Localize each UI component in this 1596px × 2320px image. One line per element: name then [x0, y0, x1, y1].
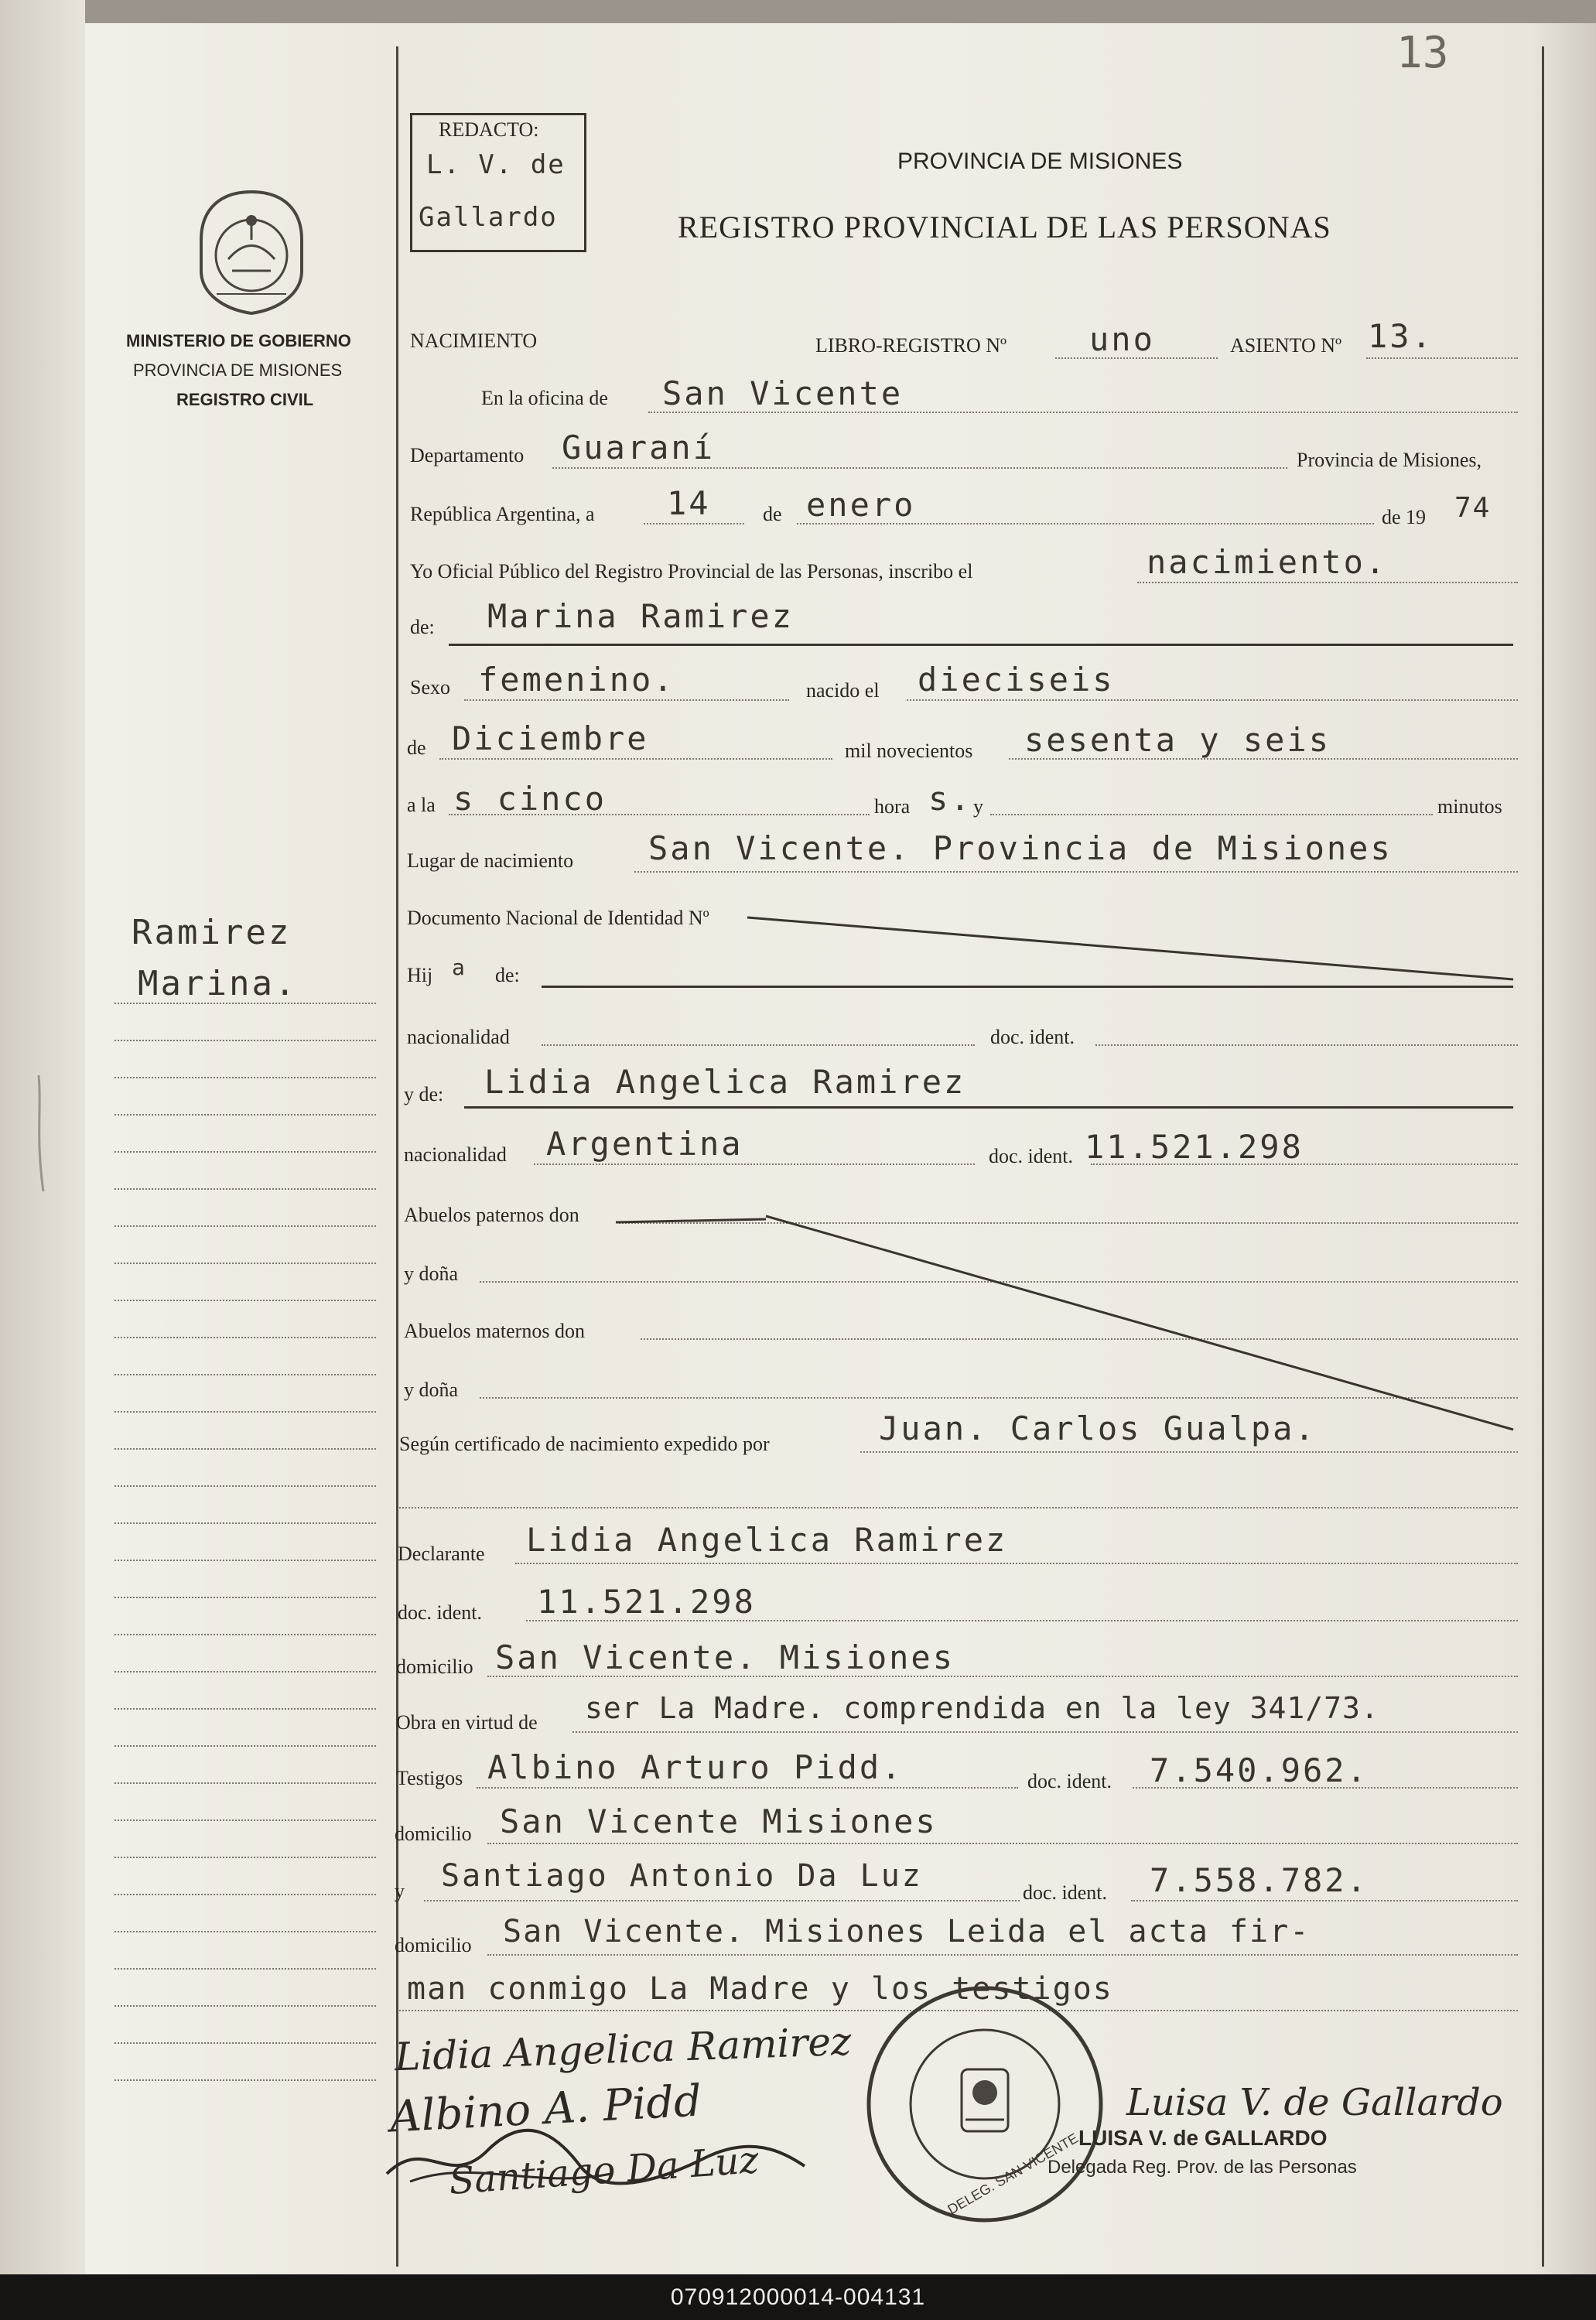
lugar-label: Lugar de nacimiento — [407, 849, 574, 872]
nacionalidad2-label: nacionalidad — [404, 1143, 507, 1166]
ministry-line1: MINISTERIO DE GOBIERNO — [126, 331, 351, 350]
republica-label: República Argentina, a — [410, 503, 595, 525]
departamento-label: Departamento — [410, 444, 525, 466]
mes-value: enero — [806, 486, 916, 524]
testigos-label: Testigos — [396, 1767, 463, 1789]
testigo2-dom-label: domicilio — [395, 1934, 472, 1956]
declarante-doc-value: 11.521.298 — [537, 1583, 756, 1621]
ministry-line2: PROVINCIA DE MISIONES — [133, 360, 343, 380]
testigo2-doc-label: doc. ident. — [1023, 1881, 1108, 1904]
redacto-line2: Gallardo — [419, 202, 558, 233]
asiento-label: ASIENTO Nº — [1230, 334, 1342, 357]
lugar-value: San Vicente. Provincia de Misiones — [648, 829, 1393, 867]
testigo1-dom-label: domicilio — [395, 1823, 472, 1845]
declarante-label: Declarante — [398, 1543, 485, 1565]
madre-doc-value: 11.521.298 — [1085, 1128, 1304, 1166]
redacto-line1: L. V. de — [426, 149, 566, 180]
mil-label: mil novecientos — [845, 740, 973, 762]
official-signature: Luisa V. de Gallardo — [1126, 2081, 1503, 2124]
madre-nacionalidad-value: Argentina — [546, 1125, 743, 1163]
doc-ident2-label: doc. ident. — [989, 1145, 1074, 1167]
header-registry: REGISTRO PROVINCIAL DE LAS PERSONAS — [678, 210, 1331, 244]
hora-label: hora — [874, 795, 911, 818]
sexo-value: femenino. — [478, 661, 675, 699]
margin-note-line1: Ramirez — [132, 913, 292, 952]
y-dona2-label: y doña — [404, 1379, 459, 1401]
abuelos-maternos-label: Abuelos maternos don — [404, 1320, 585, 1342]
de-mes-label: de — [407, 736, 426, 759]
dni-label: Documento Nacional de Identidad Nº — [407, 907, 709, 929]
asiento-value: 13. — [1368, 317, 1434, 355]
hijo-de-label: de: — [495, 964, 520, 986]
testigo1-value: Albino Arturo Pidd. — [487, 1748, 904, 1786]
y-de-label: y de: — [404, 1083, 444, 1105]
libro-label: LIBRO-REGISTRO Nº — [815, 334, 1007, 357]
yo-oficial-label: Yo Oficial Público del Registro Provincial de las Personas, inscribo el — [410, 560, 973, 583]
testigo2-dom-value-line2: man conmigo La Madre y los testigos — [407, 1971, 1113, 2007]
oficina-label: En la oficina de — [481, 387, 608, 409]
madre-value: Lidia Angelica Ramirez — [484, 1063, 966, 1101]
de-nombre-label: de: — [410, 616, 435, 638]
testigo1-doc-label: doc. ident. — [1027, 1770, 1112, 1792]
anio-prefix: de 19 — [1382, 506, 1427, 528]
ministry-line3: REGISTRO CIVIL — [176, 390, 314, 409]
domicilio-label: domicilio — [396, 1655, 473, 1678]
official-name: LUISA V. de GALLARDO — [1078, 2126, 1328, 2150]
declarante-doc-label: doc. ident. — [398, 1601, 483, 1624]
minutos-label: minutos — [1437, 795, 1502, 818]
testigo2-doc-value: 7.558.782. — [1150, 1861, 1369, 1899]
margin-note-line2: Marina. — [138, 964, 298, 1003]
a-la-label: a la — [407, 794, 436, 816]
y-dona1-label: y doña — [404, 1263, 459, 1285]
de-label: de — [763, 503, 782, 525]
testigo2-dom-value-line1: San Vicente. Misiones Leida el acta fir- — [503, 1914, 1311, 1949]
departamento-value: Guaraní — [562, 429, 716, 466]
signature-mother: Lidia Angelica Ramirez — [394, 2018, 853, 2080]
mil-value: sesenta y seis — [1024, 721, 1331, 759]
header-province: PROVINCIA DE MISIONES — [897, 149, 1183, 174]
stamp-inner-text: DELEG. SAN VICENTE — [945, 2130, 1082, 2218]
official-title: Delegada Reg. Prov. de las Personas — [1047, 2157, 1357, 2178]
y-testigo-label: y — [395, 1880, 405, 1902]
y-label: y — [973, 795, 983, 818]
testigo2-value: Santiago Antonio Da Luz — [441, 1858, 923, 1894]
certificado-value: Juan. Carlos Gualpa. — [879, 1409, 1317, 1447]
obra-value: ser La Madre. comprendida en la ley 341/73. — [585, 1691, 1379, 1725]
abuelos-paternos-label: Abuelos paternos don — [404, 1204, 579, 1226]
nacimiento-label: NACIMIENTO — [410, 330, 538, 352]
domicilio-value: San Vicente. Misiones — [495, 1638, 955, 1676]
signature-witness2: Santiago Da Luz — [447, 2138, 760, 2203]
hijo-label: Hij — [407, 964, 433, 986]
anio-value: 74 — [1454, 492, 1492, 524]
obra-label: Obra en virtud de — [396, 1711, 538, 1734]
certificado-label: Según certificado de nacimiento expedido por — [399, 1433, 770, 1455]
nacido-mes-value: Diciembre — [452, 719, 649, 757]
yo-oficial-value: nacimiento. — [1147, 543, 1388, 581]
testigo1-dom-value: San Vicente Misiones — [500, 1802, 938, 1840]
hora-value: s. — [928, 780, 972, 818]
nacionalidad1-label: nacionalidad — [407, 1026, 510, 1048]
redacto-label: REDACTO: — [439, 118, 539, 141]
a-la-value: s cinco — [453, 780, 607, 818]
footer-id: 070912000014-004131 — [0, 2274, 1596, 2320]
nacido-value: dieciseis — [918, 661, 1115, 699]
signature-witness1: Albino A. Pidd — [388, 2076, 703, 2143]
libro-value: uno — [1089, 320, 1155, 358]
page-number: 13 — [1396, 28, 1449, 78]
doc-ident1-label: doc. ident. — [990, 1026, 1075, 1048]
nombre-value: Marina Ramirez — [487, 597, 795, 635]
provincia-label: Provincia de Misiones, — [1297, 449, 1482, 471]
sexo-label: Sexo — [410, 676, 450, 699]
hijo-suffix: a — [452, 955, 466, 980]
testigo1-doc-value: 7.540.962. — [1150, 1751, 1369, 1789]
nacido-label: nacido el — [806, 679, 880, 702]
declarante-value: Lidia Angelica Ramirez — [526, 1521, 1008, 1559]
dia-value: 14 — [667, 484, 711, 522]
oficina-value: San Vicente — [662, 374, 904, 412]
